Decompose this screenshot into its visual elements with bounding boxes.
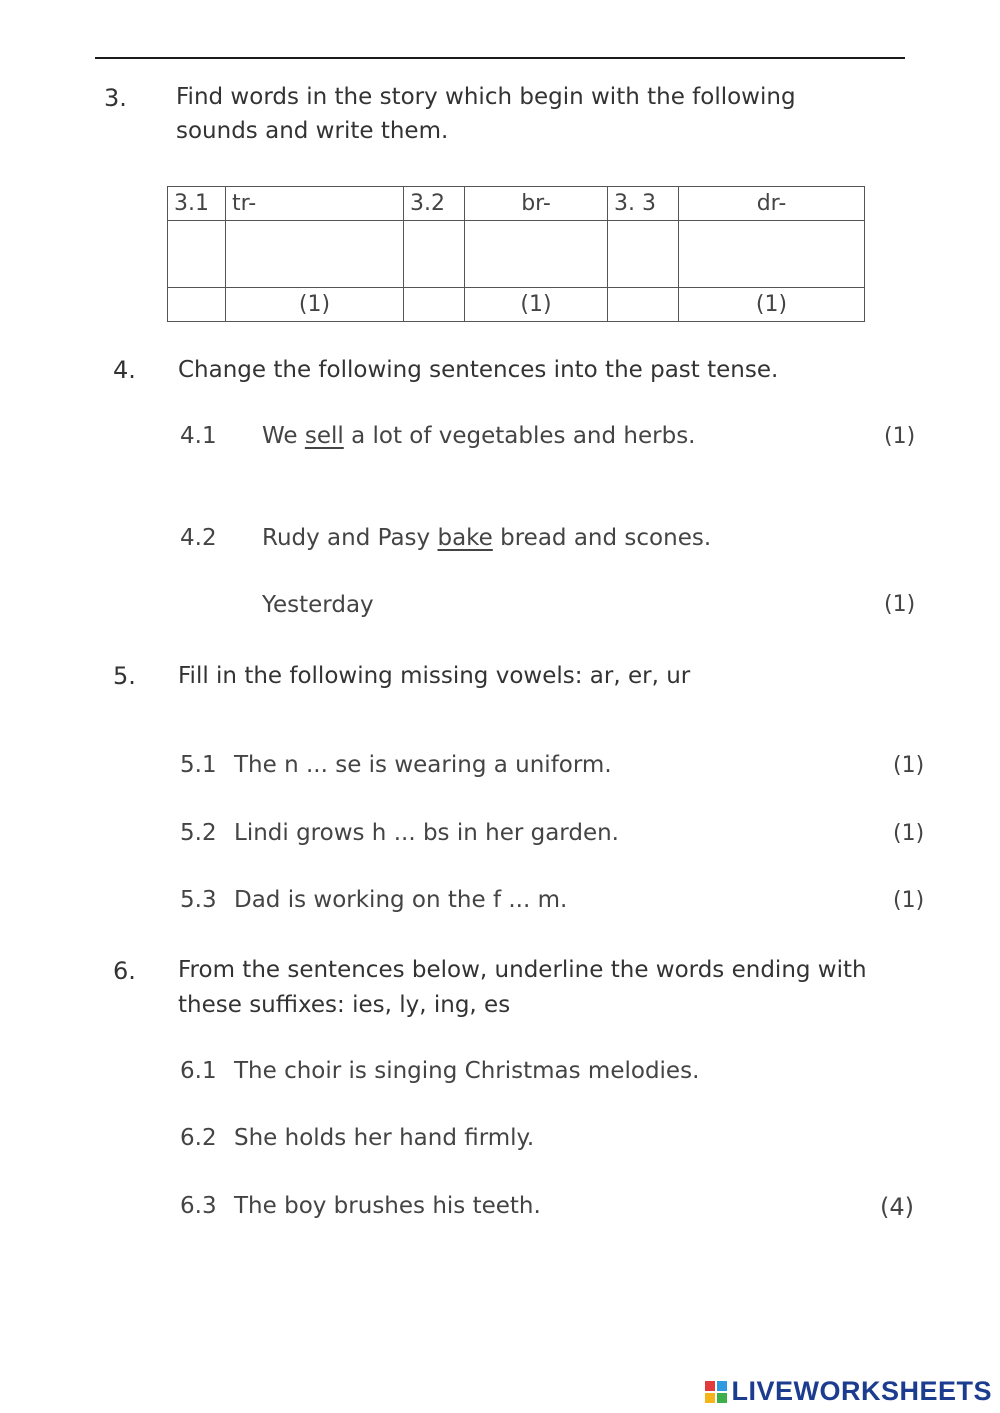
- table-cell-3-2-label: 3.2: [404, 187, 465, 221]
- question-6-mark: (4): [880, 1193, 914, 1221]
- table-cell-empty: [608, 221, 679, 288]
- answer-cell-br[interactable]: [465, 221, 608, 288]
- answer-cell-tr[interactable]: [226, 221, 404, 288]
- answer-cell-dr[interactable]: [679, 221, 865, 288]
- question-5-text: Fill in the following missing vowels: ar, er, ur: [178, 663, 691, 689]
- table-marks-row: [168, 288, 865, 322]
- mark-3-3: (1): [679, 288, 865, 322]
- item-6-2-number: 6.2: [180, 1125, 217, 1151]
- sounds-table: [167, 186, 865, 322]
- question-4-text: Change the following sentences into the past tense.: [178, 357, 779, 383]
- table-header-row: [168, 187, 865, 221]
- item-5-2-text: Lindi grows h ... bs in her garden.: [234, 820, 619, 846]
- item-4-1-number: 4.1: [180, 423, 217, 449]
- item-5-3-number: 5.3: [180, 887, 217, 913]
- question-6-text-line2: these suffixes: ies, ly, ing, es: [178, 992, 511, 1018]
- question-6-number: 6.: [113, 957, 136, 985]
- mark-3-1: (1): [226, 288, 404, 322]
- item-5-2-number: 5.2: [180, 820, 217, 846]
- question-6-text-line1: From the sentences below, underline the words ending with: [178, 957, 867, 983]
- item-4-2-after: bread and scones.: [492, 525, 712, 551]
- item-4-2-sentence: [262, 525, 711, 551]
- item-6-3-text[interactable]: The boy brushes his teeth.: [234, 1193, 541, 1219]
- logo-square-yellow: [705, 1393, 715, 1403]
- item-4-1-sentence: [262, 423, 696, 449]
- table-cell-tr-sound: tr-: [226, 187, 404, 221]
- item-5-1-number: 5.1: [180, 752, 217, 778]
- item-4-2-mark: (1): [884, 592, 916, 617]
- question-3-text-line1: Find words in the story which begin with the following: [176, 84, 796, 110]
- question-3-number: 3.: [104, 84, 127, 112]
- item-4-2-verb: bake: [437, 525, 493, 551]
- table-cell-3-1-label: 3.1: [168, 187, 226, 221]
- mark-3-2: (1): [465, 288, 608, 322]
- liveworksheets-logo[interactable]: [705, 1376, 992, 1407]
- item-5-1-text: The n ... se is wearing a uniform.: [234, 752, 612, 778]
- item-5-1-mark: (1): [893, 753, 925, 778]
- item-4-1-after: a lot of vegetables and herbs.: [343, 423, 696, 449]
- item-5-2-mark: (1): [893, 821, 925, 846]
- item-6-2-text[interactable]: She holds her hand firmly.: [234, 1125, 535, 1151]
- table-answer-row: [168, 221, 865, 288]
- table-cell-dr-sound: dr-: [679, 187, 865, 221]
- logo-square-blue: [717, 1381, 727, 1391]
- item-4-2-number: 4.2: [180, 525, 217, 551]
- table-cell-empty: [404, 288, 465, 322]
- liveworksheets-logo-icon: [705, 1381, 727, 1403]
- item-4-1-mark: (1): [884, 424, 916, 449]
- logo-square-red: [705, 1381, 715, 1391]
- question-4-number: 4.: [113, 356, 136, 384]
- item-4-1-verb: sell: [304, 423, 344, 449]
- table-cell-3-3-label: 3. 3: [608, 187, 679, 221]
- top-divider: [95, 57, 905, 59]
- logo-square-green: [717, 1393, 727, 1403]
- item-5-3-text: Dad is working on the f ... m.: [234, 887, 568, 913]
- item-4-2-prompt: Yesterday: [262, 592, 374, 618]
- table-cell-empty: [608, 288, 679, 322]
- item-6-1-text[interactable]: The choir is singing Christmas melodies.: [234, 1058, 700, 1084]
- liveworksheets-logo-text: LIVEWORKSHEETS: [731, 1376, 992, 1406]
- table-cell-empty: [168, 288, 226, 322]
- item-6-1-number: 6.1: [180, 1058, 217, 1084]
- question-5-number: 5.: [113, 662, 136, 690]
- item-6-3-number: 6.3: [180, 1193, 217, 1219]
- item-4-1-before: We: [262, 423, 305, 449]
- item-5-3-mark: (1): [893, 888, 925, 913]
- table-cell-empty: [168, 221, 226, 288]
- item-4-2-before: Rudy and Pasy: [262, 525, 438, 551]
- table-cell-br-sound: br-: [465, 187, 608, 221]
- question-3-text-line2: sounds and write them.: [176, 118, 449, 144]
- table-cell-empty: [404, 221, 465, 288]
